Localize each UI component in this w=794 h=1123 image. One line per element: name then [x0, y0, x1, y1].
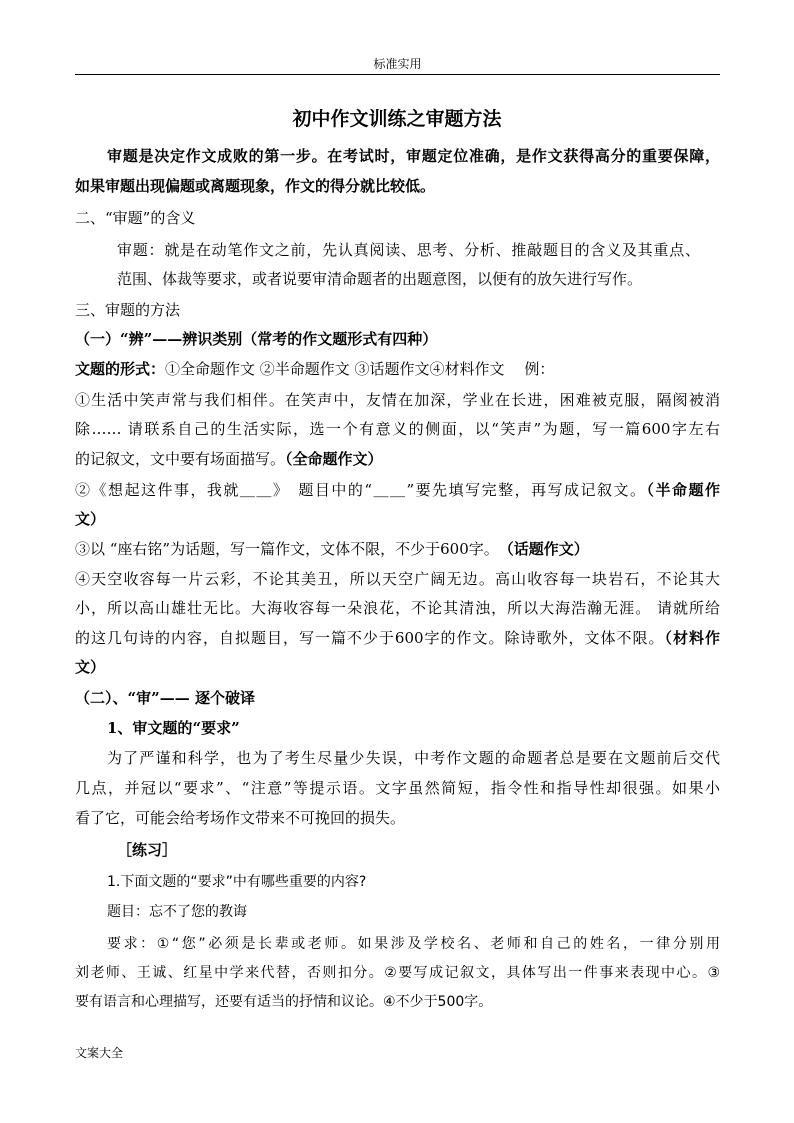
- example-2-line-1-text: ②《想起这件事，我就＿＿》 题目中的“＿＿”要先填写完整，再写成记叙文。: [75, 481, 647, 499]
- example-1-line-3: [75, 449, 383, 469]
- forms-line: [75, 359, 554, 379]
- page-header: 标准实用: [373, 57, 422, 71]
- intro-line-1: 审题是决定作文成败的第一步。在考试时，审题定位准确，是作文获得高分的重要保障，: [107, 147, 720, 165]
- header-divider: [75, 74, 720, 75]
- requirement-line-2: 刘老师、王诚、红星中学来代替，否则扣分。②要写成记叙文，具体写出一件事来表现中心。③: [75, 965, 720, 981]
- meaning-line-1: 审题：就是在动笔作文之前，先认真阅读、思考、分析、推敲题目的含义及其重点、: [117, 241, 700, 259]
- requirement-line-3: 要有语言和心理描写，还要有适当的抒情和议论。④不少于500字。: [75, 994, 493, 1010]
- example-1-line-1: ①生活中笑声常与我们相伴。在笑声中，友情在加深，学业在长进，困难被克服，隔阂被消: [75, 391, 720, 409]
- page-title: 初中作文训练之审题方法: [292, 108, 502, 130]
- subheading-decode: （二）、“审”—— 逐个破译: [75, 689, 255, 707]
- example-3-text: ③以 “座右铭”为话题，写一篇作文，文体不限，不少于600字。: [75, 540, 507, 558]
- example-4-line-2: 小，所以高山雄壮无比。大海收容每一朵浪花，不论其清浊，所以大海浩瀚无涯。 请就所给: [75, 599, 720, 617]
- type-label-topic: （话题作文）: [506, 540, 589, 558]
- type-label-half: （半命题作: [646, 481, 720, 499]
- example-1-line-3-text: 的记叙文，文中要有场面描写。: [75, 450, 286, 468]
- example-4-line-4: 文）: [75, 658, 106, 676]
- intro-line-2: 如果审题出现偏题或离题现象，作文的得分就比较低。: [75, 177, 436, 195]
- practice-topic: 题目：忘不了您的教诲: [107, 904, 247, 920]
- meaning-line-2: 范围、体裁等要求，或者说要审清命题者的出题意图，以便有的放矢进行写作。: [117, 270, 643, 288]
- example-2-line-1: [75, 480, 720, 500]
- example-3-line: [75, 539, 589, 559]
- forms-label: 文题的形式：: [75, 360, 166, 378]
- practice-label: ［练习］: [117, 841, 178, 859]
- type-label-material: （材料作: [664, 629, 720, 647]
- example-1-line-2: 除…… 请联系自己的生活实际，选一个有意义的侧面，以“笑声”为题，写一篇600字左右: [75, 420, 720, 438]
- section-heading-meaning: 二、“审题”的含义: [75, 209, 196, 227]
- section-heading-method: 三、审题的方法: [75, 301, 181, 319]
- paragraph-line-2: 几点，并冠以“要求”、“注意”等提示语。文字虽然简短，指令性和指导性却很强。如果小: [75, 779, 720, 797]
- subheading-identify: （一）“辨”——辨识类别（常考的作文题形式有四种）: [75, 330, 438, 348]
- example-4-line-3: [75, 628, 720, 648]
- type-label-full: （全命题作文）: [285, 450, 383, 468]
- question-1: 1.下面文题的“要求”中有哪些重要的内容?: [107, 874, 367, 890]
- example-4-line-3-text: 的这几句诗的内容，自拟题目，写一篇不少于600字的作文。除诗歌外，文体不限。: [75, 629, 665, 647]
- example-2-line-2: 文）: [75, 510, 106, 528]
- paragraph-line-1: 为了严谨和科学，也为了考生尽量少失误，中考作文题的命题者总是要在文题前后交代: [107, 749, 720, 767]
- subheading-requirements: 1、审文题的“要求”: [107, 719, 240, 737]
- forms-text: ①全命题作文 ②半命题作文 ③话题作文④材料作文 例：: [165, 360, 555, 378]
- page-footer: 文案大全: [75, 1046, 124, 1060]
- paragraph-line-3: 看了它，可能会给考场作文带来不可挽回的损失。: [75, 809, 406, 827]
- requirement-line-1: 要求：①“您”必须是长辈或老师。如果涉及学校名、老师和自己的姓名，一律分别用: [107, 936, 720, 952]
- example-4-line-1: ④天空收容每一片云彩，不论其美丑，所以天空广阔无边。高山收容每一块岩石，不论其大: [75, 570, 720, 588]
